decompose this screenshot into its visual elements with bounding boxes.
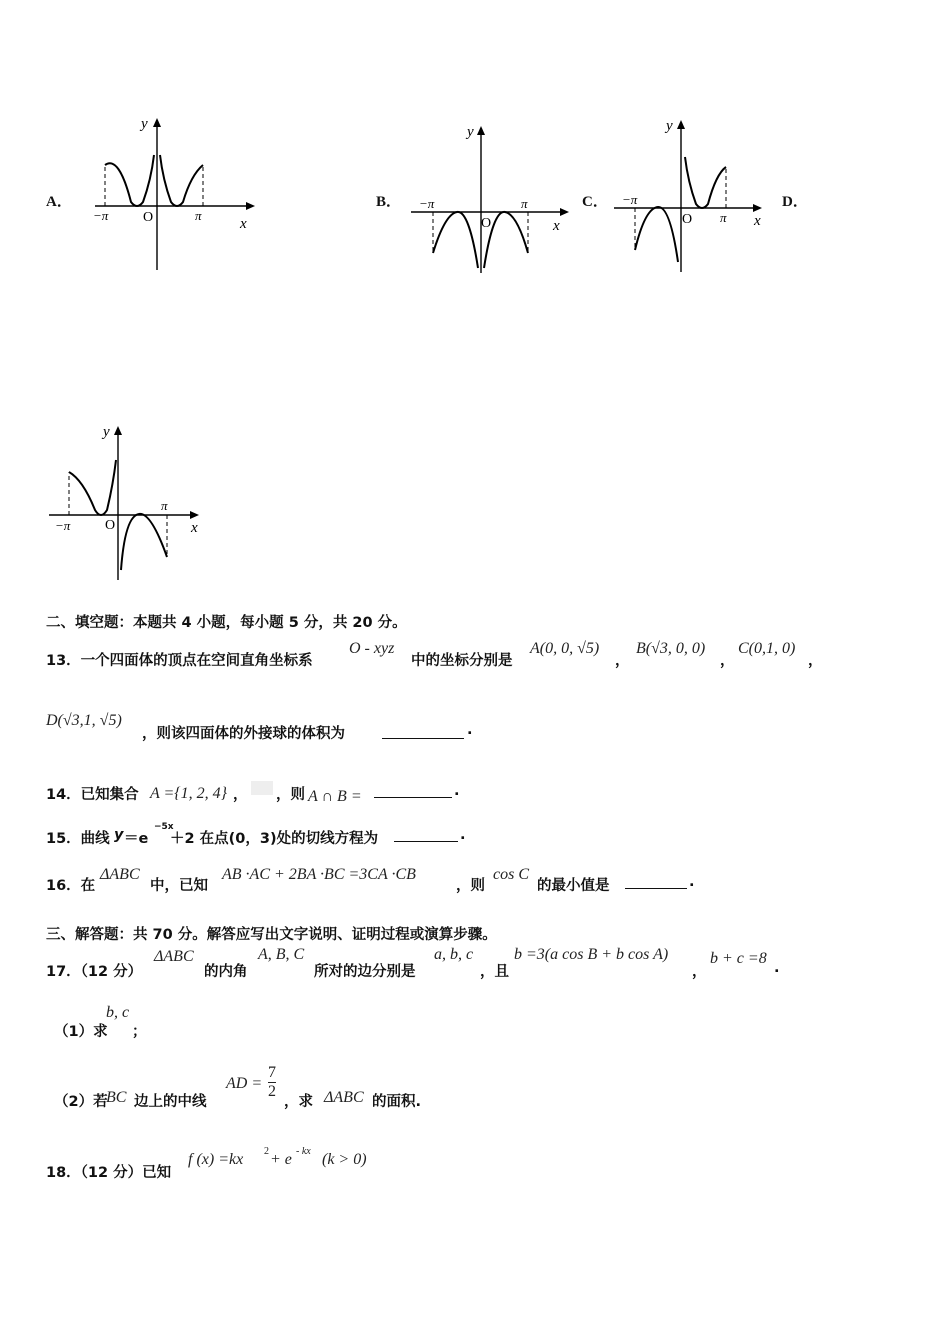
q14-answer-blank[interactable]: [374, 783, 452, 798]
q17-sep: ，: [692, 964, 707, 980]
q17-part-2-text-1: 边上的中线: [134, 1094, 207, 1110]
q16-text-1: 16．在: [46, 878, 96, 894]
q16-text-2: 中，已知: [150, 878, 208, 894]
q16-vector-expression: AB ·AC + 2BA ·BC =3CA ·CB: [222, 866, 416, 883]
q18-function: f (x) =kx: [188, 1151, 244, 1168]
q13-point-d: D(√3,1, √5): [46, 712, 122, 729]
q14-expression: A ∩ B =: [308, 788, 362, 805]
option-d-label: D．: [782, 194, 808, 210]
q16-triangle: ΔABC: [100, 866, 140, 883]
neg-pi-label: −π: [93, 208, 109, 223]
q15-eq: ＝e: [124, 831, 149, 847]
q17-sides: a, b, c: [434, 946, 474, 963]
q13-text-1: 13．一个四面体的顶点在空间直角坐标系: [46, 653, 313, 669]
q17-equation-1: b =3(a cos B + b cos A): [514, 946, 669, 963]
y-arrow-icon: [153, 118, 161, 127]
q15-rest: ＋2 在点(0，3)处的切线方程为: [170, 831, 379, 847]
neg-pi-label: −π: [622, 192, 638, 207]
q13-sep-2: ，: [720, 653, 735, 669]
x-arrow-icon: [560, 208, 569, 216]
fraction-numerator: 7: [268, 1064, 276, 1081]
option-c-label: C．: [582, 194, 608, 210]
y-axis-label: y: [141, 116, 148, 132]
q17-part-2-triangle: ΔABC: [324, 1089, 364, 1106]
q17-text-3: ，且: [480, 964, 509, 980]
q18-number: 18．（12 分）已知: [46, 1165, 172, 1181]
q17-part-1-vars: b, c: [106, 1004, 130, 1021]
q16-cos-c: cos C: [493, 866, 529, 883]
q17-part-2-fraction: [268, 1064, 276, 1101]
x-axis-label: x: [553, 218, 560, 234]
origin-label: O: [105, 518, 116, 533]
curve-left: [433, 212, 478, 268]
curve-left: [635, 207, 678, 262]
q16-text-3: ，则: [456, 878, 485, 894]
y-axis-label: y: [666, 118, 673, 134]
section-3-title: 三、解答题：共 70 分。解答应写出文字说明、证明过程或演算步骤。: [46, 927, 497, 943]
curve-right: [160, 155, 203, 206]
q13-end: .: [467, 722, 473, 738]
option-b-label: B．: [376, 194, 402, 210]
q17-part-2-bc: BC: [106, 1089, 127, 1106]
q18-square: 2: [264, 1146, 269, 1157]
q14-text-3: ，则: [276, 787, 305, 803]
q13-text-2: 中的坐标分别是: [411, 653, 513, 669]
curve-left: [105, 155, 154, 206]
q13-answer-blank[interactable]: [382, 724, 464, 739]
pi-label: π: [195, 208, 202, 223]
pi-label: π: [720, 210, 727, 225]
x-axis-label: x: [191, 520, 198, 536]
q18-condition: (k > 0): [322, 1151, 367, 1168]
neg-pi-label: −π: [55, 518, 71, 533]
q15-y: y: [114, 827, 124, 843]
graph-a: [85, 110, 265, 275]
y-axis-label: y: [467, 124, 474, 140]
q16-answer-blank[interactable]: [625, 874, 687, 889]
origin-label: O: [143, 210, 154, 225]
graph-d: [45, 420, 215, 585]
q13-coord-system: O - xyz: [349, 640, 395, 657]
q13-point-c: C(0,1, 0): [738, 640, 796, 657]
q13-point-a: A(0, 0, √5): [530, 640, 600, 657]
curve-left: [69, 460, 116, 515]
q15-text-1: 15．曲线: [46, 831, 110, 847]
q14-text-1: 14．已知集合: [46, 787, 139, 803]
graph-b: [405, 118, 580, 278]
q17-part-1-label: （1）求: [54, 1024, 108, 1040]
q14-set-b-image: [251, 781, 273, 795]
q17-end: .: [774, 960, 780, 976]
y-arrow-icon: [477, 126, 485, 135]
q17-part-1-end: ；: [132, 1024, 147, 1040]
q17-number: 17．（12 分）: [46, 964, 143, 980]
section-2-title: 二、填空题：本题共 4 小题，每小题 5 分，共 20 分。: [46, 615, 407, 631]
q18-exponent: - kx: [296, 1146, 311, 1157]
x-axis-label: x: [240, 216, 247, 232]
q17-text-2: 所对的边分别是: [314, 964, 416, 980]
q13-point-b: B(√3, 0, 0): [636, 640, 706, 657]
q17-part-2-ad: AD =: [226, 1075, 263, 1092]
neg-pi-label: −π: [419, 196, 435, 211]
pi-label: π: [161, 498, 168, 513]
x-arrow-icon: [753, 204, 762, 212]
q13-sep-3: ，: [808, 653, 823, 669]
q17-part-2-label: （2）若: [54, 1094, 108, 1110]
origin-label: O: [682, 212, 693, 227]
q17-part-2-text-2: ，求: [284, 1094, 313, 1110]
q13-sep-1: ，: [615, 653, 630, 669]
q16-text-4: 的最小值是: [537, 878, 610, 894]
y-arrow-icon: [677, 120, 685, 129]
curve-right: [121, 514, 167, 570]
q17-part-2-text-3: 的面积.: [372, 1094, 422, 1110]
fraction-denominator: 2: [268, 1083, 276, 1100]
x-arrow-icon: [190, 511, 199, 519]
q14-end: .: [454, 783, 460, 799]
q14-set-a: A ={1, 2, 4}: [150, 785, 228, 802]
option-a-label: A．: [46, 194, 72, 210]
y-arrow-icon: [114, 426, 122, 435]
y-axis-label: y: [103, 424, 110, 440]
pi-label: π: [521, 196, 528, 211]
q17-triangle: ΔABC: [154, 948, 194, 965]
x-arrow-icon: [246, 202, 255, 210]
q13-text-3: ，则该四面体的外接球的体积为: [142, 726, 345, 742]
q15-exponent: −5x: [154, 822, 174, 832]
graph-c: [608, 112, 778, 277]
x-axis-label: x: [754, 213, 761, 229]
q17-text-1: 的内角: [204, 964, 248, 980]
q16-end: .: [689, 874, 695, 890]
origin-label: O: [481, 216, 492, 231]
q14-text-2: ，: [233, 787, 248, 803]
q17-angles: A, B, C: [258, 946, 305, 963]
q18-plus-e: + e: [270, 1151, 292, 1168]
curve-right: [685, 157, 726, 208]
q15-end: .: [460, 827, 466, 843]
q17-equation-2: b + c =8: [710, 950, 767, 967]
q15-answer-blank[interactable]: [394, 827, 458, 842]
